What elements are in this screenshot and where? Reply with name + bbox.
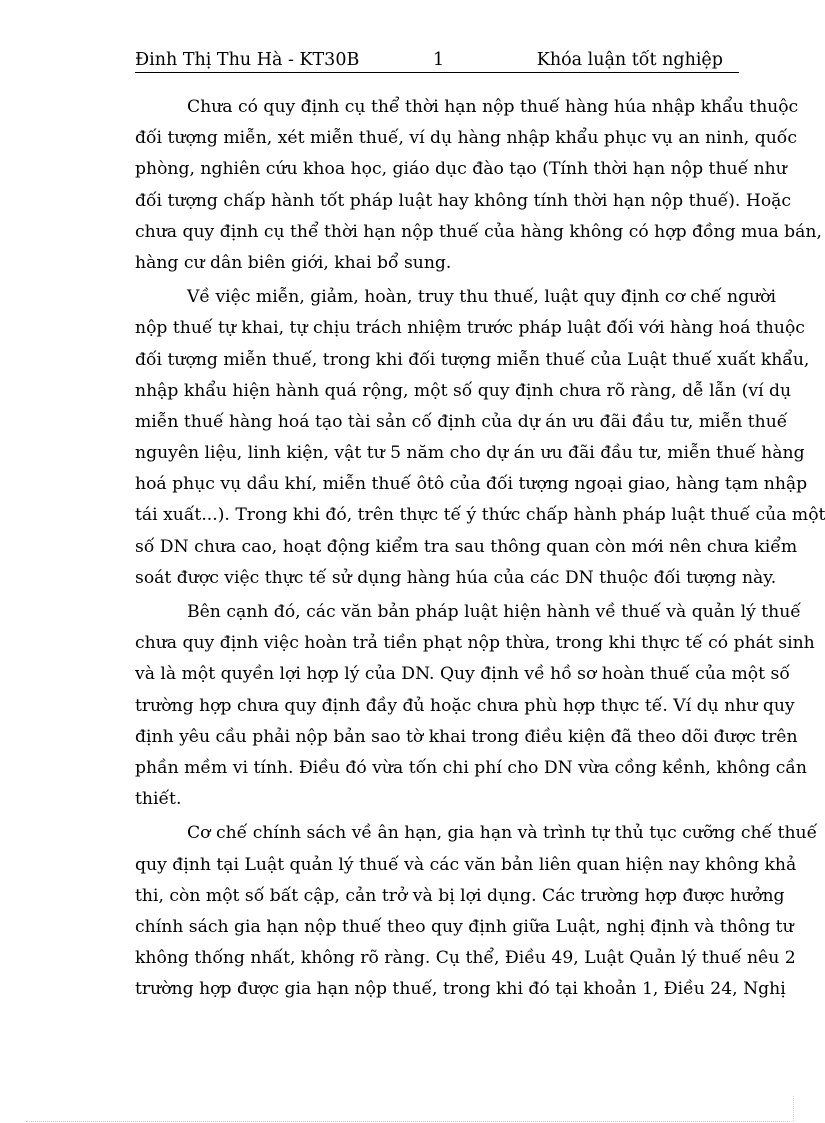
- text-line: nộp thuế tự khai, tự chịu trách nhiệm trước pháp luật đối với hàng hoá thuộc: [135, 318, 805, 339]
- text-line: soát được việc thực tế sử dụng hàng húa của các DN thuộc đối tượng này.: [135, 567, 777, 588]
- text-line: và là một quyền lợi hợp lý của DN. Quy định về hồ sơ hoàn thuế của một số: [135, 664, 790, 685]
- page-bottom-rule: [26, 1121, 790, 1122]
- text-line: số DN chưa cao, hoạt động kiểm tra sau thông quan còn mới nên chưa kiểm: [135, 536, 798, 557]
- text-line: quy định tại Luật quản lý thuế và các văn bản liên quan hiện nay không khả: [135, 854, 797, 875]
- text-line: Chưa có quy định cụ thể thời hạn nộp thuế hàng húa nhập khẩu thuộc: [187, 97, 799, 117]
- header-page-number: 1: [433, 50, 445, 70]
- text-line: chưa quy định cụ thể thời hạn nộp thuế của hàng không có hợp đồng mua bán,: [135, 221, 822, 242]
- text-line: miễn thuế hàng hoá tạo tài sản cố định của dự án ưu đãi đầu tư, miễn thuế: [135, 411, 788, 432]
- page-corner-mark: [793, 1096, 795, 1121]
- text-line: đối tượng miễn, xét miễn thuế, ví dụ hàng nhập khẩu phục vụ an ninh, quốc: [135, 128, 797, 149]
- text-line: Cơ chế chính sách về ân hạn, gia hạn và trình tự thủ tục cưỡng chế thuế: [187, 823, 818, 844]
- text-line: Về việc miễn, giảm, hoàn, truy thu thuế, luật quy định cơ chế người: [187, 287, 777, 308]
- text-line: trường hợp chưa quy định đầy đủ hoặc chưa phù hợp thực tế. Ví dụ như quy: [135, 695, 795, 716]
- header-doc-type: Khóa luận tốt nghiệp: [536, 50, 723, 70]
- text-line: nguyên liệu, linh kiện, vật tư 5 năm cho dự án ưu đãi đầu tư, miễn thuế hàng: [135, 443, 805, 464]
- text-line: đối tượng chấp hành tốt pháp luật hay không tính thời hạn nộp thuế). Hoặc: [135, 190, 792, 211]
- paragraph-4: [135, 818, 818, 1005]
- text-line: chưa quy định việc hoàn trả tiền phạt nộp thừa, trong khi thực tế có phát sinh: [135, 633, 815, 654]
- text-line: hoá phục vụ dầu khí, miễn thuế ôtô của đối tượng ngoại giao, hàng tạm nhập: [135, 474, 808, 495]
- paragraph-3: [135, 597, 815, 815]
- paragraph-1: [135, 92, 822, 279]
- paragraph-2: [135, 282, 825, 594]
- text-line: tái xuất...). Trong khi đó, trên thực tế ý thức chấp hành pháp luật thuế của một: [135, 505, 825, 526]
- text-line: trường hợp được gia hạn nộp thuế, trong khi đó tại khoản 1, Điều 24, Nghị: [135, 979, 786, 1000]
- text-line: phần mềm vi tính. Điều đó vừa tốn chi phí cho DN vừa cồng kềnh, không cần: [135, 757, 807, 778]
- text-line: đối tượng miễn thuế, trong khi đối tượng miễn thuế của Luật thuế xuất khẩu,: [135, 349, 810, 370]
- header-author: Đinh Thị Thu Hà - KT30B: [135, 50, 360, 70]
- text-line: phòng, nghiên cứu khoa học, giáo dục đào tạo (Tính thời hạn nộp thuế như: [135, 159, 787, 180]
- text-line: định yêu cầu phải nộp bản sao tờ khai trong điều kiện đã theo dõi được trên: [135, 726, 798, 747]
- document-body: [135, 92, 825, 1008]
- text-line: Bên cạnh đó, các văn bản pháp luật hiện hành về thuế và quản lý thuế: [187, 602, 801, 622]
- text-line: thi, còn một số bất cập, cản trở và bị lợi dụng. Các trường hợp được hưởng: [135, 885, 785, 906]
- text-line: nhập khẩu hiện hành quá rộng, một số quy định chưa rõ ràng, dễ lẫn (ví dụ: [135, 380, 792, 401]
- text-line: không thống nhất, không rõ ràng. Cụ thể, Điều 49, Luật Quản lý thuế nêu 2: [135, 948, 796, 969]
- page-header: [135, 50, 739, 73]
- text-line: chính sách gia hạn nộp thuế theo quy định giữa Luật, nghị định và thông tư: [135, 916, 794, 937]
- text-line: thiết.: [135, 789, 182, 810]
- text-line: hàng cư dân biên giới, khai bổ sung.: [135, 252, 452, 273]
